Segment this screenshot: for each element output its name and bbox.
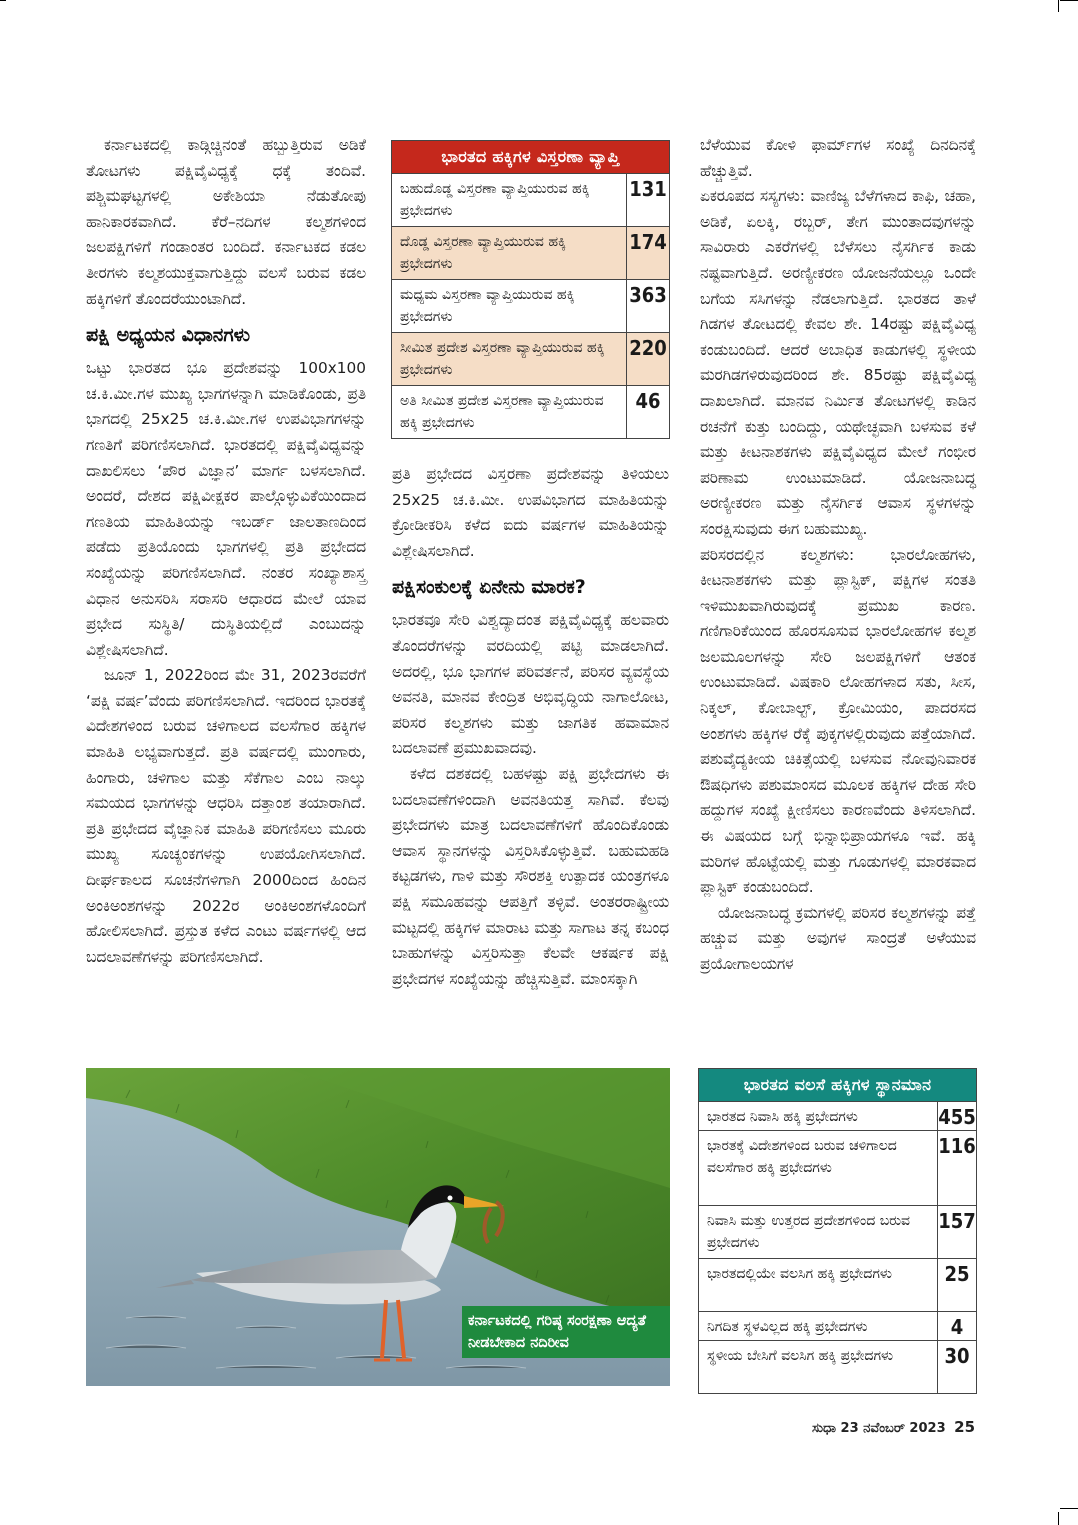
row-label: ಭಾರತಕ್ಕೆ ವಿದೇಶಗಳಿಂದ ಬರುವ ಚಳಿಗಾಲದ ವಲಸೆಗಾರ ಹಕ್ಕಿ ಪ್ರಭೇದಗಳು — [707, 1138, 897, 1176]
magazine-issue: ಸುಧಾ 23 ನವೆಂಬರ್ 2023 — [812, 1421, 946, 1436]
section-heading: ಪಕ್ಷಿಸಂಕುಲಕ್ಕೆ ಏನೇನು ಮಾರಕ? — [392, 576, 586, 599]
row-label: ಸ್ಥಳೀಯ ಬೇಸಿಗೆ ವಲಸಿಗ ಹಕ್ಕಿ ಪ್ರಭೇದಗಳು — [707, 1348, 894, 1364]
range-table — [391, 140, 670, 439]
paragraph: ಪ್ರತಿ ಪ್ರಭೇದದ ವಿಸ್ತರಣಾ ಪ್ರದೇಶವನ್ನು ತಿಳಿಯಲು 25x25 ಚ.ಕಿ.ಮೀ. ಉಪವಿಭಾಗದ ಮಾಹಿತಿಯನ್ನು ಕ್ರೋಡೀಕರಿಸಿ ಕಳೆದ ಐದು ವರ್ಷಗಳ ಮಾಹಿತಿಯನ್ನು ವಿಶ್ಲೇಷಿಸಲಾಗಿದೆ. — [392, 465, 669, 560]
row-value: 25 — [937, 1259, 976, 1311]
photo-caption: ಕರ್ನಾಟಕದಲ್ಲಿ ಗರಿಷ್ಠ ಸಂರಕ್ಷಣಾ ಆದ್ಯತೆ ನೀಡಬೇಕಾದ ನದಿರೀವ — [462, 1306, 670, 1358]
table-row — [392, 385, 669, 438]
paragraph: ಕರ್ನಾಟಕದಲ್ಲಿ ಕಾಡ್ಗಿಚ್ಚಿನಂತೆ ಹಬ್ಬುತ್ತಿರುವ ಅಡಿಕೆ ತೋಟಗಳು ಪಕ್ಷಿವೈವಿಧ್ಯಕ್ಕೆ ಧಕ್ಕೆ ತಂದಿವೆ. ಪಶ್ಚಿಮಘಟ್ಟಗಳಲ್ಲಿ ಅಕೇಶಿಯಾ ನೆಡುತೋಪು ಹಾನಿಕಾರಕವಾಗಿದೆ. ಕೆರೆ–ನದಿಗಳ ಕಲ್ಮಶಗಳಿಂದ ಜಲಪಕ್ಷಿಗಳಿಗೆ ಗಂಡಾಂತರ ಬಂದಿದೆ. ಕರ್ನಾಟಕದ ಕಡಲ ತೀರಗಳು ಕಲ್ಮಶಯುಕ್ತವಾಗುತ್ತಿದ್ದು ವಲಸೆ ಬರುವ ಕಡಲ ಹಕ್ಕಿಗಳಿಗೆ ತೊಂದರೆಯುಂಟಾಗಿದೆ. — [86, 136, 366, 308]
paragraph: ಪರಿಸರದಲ್ಲಿನ ಕಲ್ಮಶಗಳು: ಭಾರಲೋಹಗಳು, ಕೀಟನಾಶಕಗಳು ಮತ್ತು ಪ್ಲಾಸ್ಟಿಕ್, ಪಕ್ಷಿಗಳ ಸಂತತಿ ಇಳಿಮುಖವಾಗಿರುವುದಕ್ಕೆ ಪ್ರಮುಖ ಕಾರಣ. ಗಣಿಗಾರಿಕೆಯಿಂದ ಹೊರಸೂಸುವ ಭಾರಲೋಹಗಳ ಕಲ್ಮಶ ಜಲಮೂಲಗಳನ್ನು ಸೇರಿ ಜಲಪಕ್ಷಿಗಳಿಗೆ ಆತಂಕ ಉಂಟುಮಾಡಿದೆ. ವಿಷಕಾರಿ ಲೋಹಗಳಾದ ಸತು, ಸೀಸ, ನಿಕ್ಕಲ್, ಕೋಬಾಲ್ಟ್, ಕ್ರೋಮಿಯಂ, ಪಾದರಸದ ಅಂಶಗಳು ಹಕ್ಕಿಗಳ ರೆಕ್ಕೆ ಪುಕ್ಕಗಳಲ್ಲಿರುವುದು ಪತ್ತೆಯಾಗಿದೆ. ಪಶುವೈದ್ಯಕೀಯ ಚಿಕಿತ್ಸೆಯಲ್ಲಿ ಬಳಸುವ ನೋವುನಿವಾರಕ ಔಷಧಿಗಳು ಪಶುಮಾಂಸದ ಮೂಲಕ ಹಕ್ಕಿಗಳ ದೇಹ ಸೇರಿ ಹದ್ದುಗಳ ಸಂಖ್ಯೆ ಕ್ಷೀಣಿಸಲು ಕಾರಣವೆಂದು ತಿಳಿಸಲಾಗಿದೆ. ಈ ವಿಷಯದ ಬಗ್ಗೆ ಭಿನ್ನಾಭಿಪ್ರಾಯಗಳೂ ಇವೆ. ಹಕ್ಕಿ ಮರಿಗಳ ಹೊಟ್ಟೆಯಲ್ಲಿ ಮತ್ತು ಗೂಡುಗಳಲ್ಲಿ ಮಾರಕವಾದ ಪ್ಲಾಸ್ಟಿಕ್ ಕಂಡುಬಂದಿದೆ. — [700, 545, 976, 897]
migration-table-title: ಭಾರತದ ವಲಸೆ ಹಕ್ಕಿಗಳ ಸ್ಥಾನಮಾನ — [699, 1069, 976, 1101]
table-row — [392, 279, 669, 332]
table-row — [392, 173, 669, 226]
row-label: ಭಾರತದ ನಿವಾಸಿ ಹಕ್ಕಿ ಪ್ರಭೇದಗಳು — [707, 1109, 858, 1125]
row-label: ಮಧ್ಯಮ ವಿಸ್ತರಣಾ ವ್ಯಾಪ್ತಿಯುರುವ ಹಕ್ಕಿ ಪ್ರಭೇದಗಳು — [400, 287, 575, 325]
table-row — [699, 1101, 976, 1130]
row-value: 174 — [626, 227, 669, 279]
section-heading: ಪಕ್ಷಿ ಅಧ್ಯಯನ ವಿಧಾನಗಳು — [86, 324, 251, 347]
page-footer — [812, 1418, 975, 1436]
crop-mark — [1060, 1508, 1078, 1509]
bird-photo — [86, 1068, 670, 1386]
table-row — [699, 1258, 976, 1311]
table-row — [699, 1340, 976, 1393]
crop-mark — [1058, 0, 1059, 12]
row-value: 30 — [937, 1341, 976, 1393]
page-number: 25 — [954, 1418, 976, 1436]
crop-mark — [1058, 1512, 1059, 1525]
range-table-title: ಭಾರತದ ಹಕ್ಕಿಗಳ ವಿಸ್ತರಣಾ ವ್ಯಾಪ್ತಿ — [392, 141, 669, 173]
table-row — [392, 332, 669, 385]
crop-mark — [1060, 0, 1078, 1]
table-row — [699, 1205, 976, 1258]
row-label: ನಿಗದಿತ ಸ್ಥಳವಿಲ್ಲದ ಹಕ್ಕಿ ಪ್ರಭೇದಗಳು — [707, 1319, 868, 1335]
article-column-1 — [86, 133, 366, 970]
paragraph: ಒಟ್ಟು ಭಾರತದ ಭೂ ಪ್ರದೇಶವನ್ನು 100x100 ಚ.ಕಿ.ಮೀ.ಗಳ ಮುಖ್ಯ ಭಾಗಗಳನ್ನಾಗಿ ಮಾಡಿಕೊಂಡು, ಪ್ರತಿ ಭಾಗದಲ್ಲಿ 25x25 ಚ.ಕಿ.ಮೀ.ಗಳ ಉಪವಿಭಾಗಗಳನ್ನು ಗಣತಿಗೆ ಪರಿಗಣಿಸಲಾಗಿದೆ. ಭಾರತದಲ್ಲಿ ಪಕ್ಷಿವೈವಿಧ್ಯವನ್ನು ದಾಖಲಿಸಲು ‘ಪೌರ ವಿಜ್ಞಾನ’ ಮಾರ್ಗ ಬಳಸಲಾಗಿದೆ. ಅಂದರೆ, ದೇಶದ ಪಕ್ಷಿವೀಕ್ಷಕರ ಪಾಲ್ಗೊಳ್ಳುವಿಕೆಯಿಂದಾದ ಗಣತಿಯ ಮಾಹಿತಿಯನ್ನು ಇಬರ್ಡ್ ಜಾಲತಾಣದಿಂದ ಪಡೆದು ಪ್ರತಿಯೊಂದು ಭಾಗಗಳಲ್ಲಿ ಪ್ರತಿ ಪ್ರಭೇದದ ಸಂಖ್ಯೆಯನ್ನು ಪರಿಗಣಿಸಲಾಗಿದೆ. ನಂತರ ಸಂಖ್ಯಾಶಾಸ್ತ್ರ ವಿಧಾನ ಅನುಸರಿಸಿ ಸರಾಸರಿ ಆಧಾರದ ಮೇಲೆ ಯಾವ ಪ್ರಭೇದ ಸುಸ್ಥಿತಿ/ ದುಸ್ಥಿತಿಯಲ್ಲಿದೆ ಎಂಬುದನ್ನು ವಿಶ್ಲೇಷಿಸಲಾಗಿದೆ. — [86, 359, 366, 659]
paragraph: ಕಳೆದ ದಶಕದಲ್ಲಿ ಬಹಳಷ್ಟು ಪಕ್ಷಿ ಪ್ರಭೇದಗಳು ಈ ಬದಲಾವಣೆಗಳಿಂದಾಗಿ ಅವನತಿಯತ್ತ ಸಾಗಿವೆ. ಕೆಲವು ಪ್ರಭೇದಗಳು ಮಾತ್ರ ಬದಲಾವಣೆಗಳಿಗೆ ಹೊಂದಿಕೊಂಡು ಆವಾಸ ಸ್ಥಾನಗಳನ್ನು ವಿಸ್ತರಿಸಿಕೊಳ್ಳುತ್ತಿವೆ. ಬಹುಮಹಡಿ ಕಟ್ಟಡಗಳು, ಗಾಳಿ ಮತ್ತು ಸೌರಶಕ್ತಿ ಉತ್ಪಾದಕ ಯಂತ್ರಗಳೂ ಪಕ್ಷಿ ಸಮೂಹವನ್ನು ಆಪತ್ತಿಗೆ ತಳ್ಳಿವೆ. ಅಂತರರಾಷ್ಟ್ರೀಯ ಮಟ್ಟದಲ್ಲಿ ಹಕ್ಕಿಗಳ ಮಾರಾಟ ಮತ್ತು ಸಾಗಾಟ ತನ್ನ ಕಬಂಧ ಬಾಹುಗಳನ್ನು ವಿಸ್ತರಿಸುತ್ತಾ ಕೆಲವೇ ಆಕರ್ಷಕ ಪಕ್ಷಿ ಪ್ರಭೇದಗಳ ಸಂಖ್ಯೆಯನ್ನು ಹೆಚ್ಚಿಸುತ್ತಿವೆ. ಮಾಂಸಕ್ಕಾಗಿ — [392, 764, 669, 988]
paragraph: ಭಾರತವೂ ಸೇರಿ ವಿಶ್ವದ್ಯಾದಂತ ಪಕ್ಷಿವೈವಿಧ್ಯಕ್ಕೆ ಹಲವಾರು ತೊಂದರೆಗಳನ್ನು ವರದಿಯಲ್ಲಿ ಪಟ್ಟಿ ಮಾಡಲಾಗಿದೆ. ಅದರಲ್ಲಿ, ಭೂ ಭಾಗಗಳ ಪರಿವರ್ತನೆ, ಪರಿಸರ ವ್ಯವಸ್ಥೆಯ ಅವನತಿ, ಮಾನವ ಕೇಂದ್ರಿತ ಅಭಿವೃದ್ಧಿಯ ನಾಗಾಲೋಟ, ಪರಿಸರ ಕಲ್ಮಶಗಳು ಮತ್ತು ಜಾಗತಿಕ ಹವಾಮಾನ ಬದಲಾವಣೆ ಪ್ರಮುಖವಾದವು. — [392, 611, 669, 758]
row-value: 363 — [626, 280, 669, 332]
row-value: 46 — [626, 386, 669, 438]
row-label: ಬಹುದೊಡ್ಡ ವಿಸ್ತರಣಾ ವ್ಯಾಪ್ತಿಯುರುವ ಹಕ್ಕಿ ಪ್ರಭೇದಗಳು — [400, 181, 590, 219]
paragraph: ಯೋಜನಾಬದ್ಧ ಕ್ರಮಗಳಲ್ಲಿ ಪರಿಸರ ಕಲ್ಮಶಗಳನ್ನು ಪತ್ತೆ ಹಚ್ಚುವ ಮತ್ತು ಅವುಗಳ ಸಾಂದ್ರತೆ ಅಳೆಯುವ ಪ್ರಯೋಗಾಲಯಗಳ — [700, 903, 976, 973]
table-row — [699, 1311, 976, 1340]
row-label: ನಿವಾಸಿ ಮತ್ತು ಉತ್ತರದ ಪ್ರದೇಶಗಳಿಂದ ಬರುವ ಪ್ರಭೇದಗಳು — [707, 1213, 911, 1251]
row-label: ಭಾರತದಲ್ಲಿಯೇ ವಲಸಿಗ ಹಕ್ಕಿ ಪ್ರಭೇದಗಳು — [707, 1266, 892, 1282]
row-value: 116 — [937, 1131, 976, 1205]
row-label: ಸೀಮಿತ ಪ್ರದೇಶ ವಿಸ್ತರಣಾ ವ್ಯಾಪ್ತಿಯುರುವ ಹಕ್ಕಿ ಪ್ರಭೇದಗಳು — [400, 340, 605, 378]
row-value: 220 — [626, 333, 669, 385]
row-value: 4 — [937, 1312, 976, 1340]
row-label: ಅತಿ ಸೀಮಿತ ಪ್ರದೇಶ ವಿಸ್ತರಣಾ ವ್ಯಾಪ್ತಿಯುರುವ ಹಕ್ಕಿ ಪ್ರಭೇದಗಳು — [400, 393, 604, 431]
row-value: 131 — [626, 174, 669, 226]
article-column-3 — [700, 133, 976, 978]
paragraph: ಏಕರೂಪದ ಸಸ್ಯಗಳು: ವಾಣಿಜ್ಯ ಬೆಳೆಗಳಾದ ಕಾಫಿ, ಚಹಾ, ಅಡಿಕೆ, ಏಲಕ್ಕಿ, ರಬ್ಬರ್, ತೇಗ ಮುಂತಾದವುಗಳನ್ನು ಸಾವಿರಾರು ಎಕರೆಗಳಲ್ಲಿ ಬೆಳೆಸಲು ನೈಸರ್ಗಿಕ ಕಾಡು ನಷ್ಟವಾಗುತ್ತಿದೆ. ಅರಣ್ಯೀಕರಣ ಯೋಜನೆಯಲ್ಲೂ ಒಂದೇ ಬಗೆಯ ಸಸಿಗಳನ್ನು ನೆಡಲಾಗುತ್ತಿದೆ. ಭಾರತದ ತಾಳೆ ಗಿಡಗಳ ತೋಟದಲ್ಲಿ ಕೇವಲ ಶೇ. 14ರಷ್ಟು ಪಕ್ಷಿವೈವಿಧ್ಯ ಕಂಡುಬಂದಿದೆ. ಆದರೆ ಅಬಾಧಿತ ಕಾಡುಗಳಲ್ಲಿ ಸ್ಥಳೀಯ ಮರಗಿಡಗಳಿರುವುದರಿಂದ ಶೇ. 85ರಷ್ಟು ಪಕ್ಷಿವೈವಿಧ್ಯ ದಾಖಲಾಗಿದೆ. ಮಾನವ ನಿರ್ಮಿತ ತೋಟಗಳಲ್ಲಿ ಕಾಡಿನ ರಚನೆಗೆ ಕುತ್ತು ಬಂದಿದ್ದು, ಯಥೇಚ್ಛವಾಗಿ ಬಳಸುವ ಕಳೆ ಮತ್ತು ಕೀಟನಾಶಕಗಳು ಪಕ್ಷಿವೈವಿಧ್ಯದ ಮೇಲೆ ಗಂಭೀರ ಪರಿಣಾಮ ಉಂಟುಮಾಡಿದೆ. ಯೋಜನಾಬದ್ಧ ಅರಣ್ಯೀಕರಣ ಮತ್ತು ನೈಸರ್ಗಿಕ ಆವಾಸ ಸ್ಥಳಗಳನ್ನು ಸಂರಕ್ಷಿಸುವುದು ಈಗ ಬಹುಮುಖ್ಯ. — [700, 187, 976, 538]
row-value: 455 — [937, 1102, 976, 1130]
article-column-2 — [392, 462, 669, 992]
table-row — [392, 226, 669, 279]
row-label: ದೊಡ್ಡ ವಿಸ್ತರಣಾ ವ್ಯಾಪ್ತಿಯುರುವ ಹಕ್ಕಿ ಪ್ರಭೇದಗಳು — [400, 234, 566, 272]
crop-mark — [0, 0, 6, 1]
paragraph: ಜೂನ್ 1, 2022ರಿಂದ ಮೇ 31, 2023ರವರೆಗೆ ‘ಪಕ್ಷಿ ವರ್ಷ’ವೆಂದು ಪರಿಗಣಿಸಲಾಗಿದೆ. ಇದರಿಂದ ಭಾರತಕ್ಕೆ ವಿದೇಶಗಳಿಂದ ಬರುವ ಚಳಿಗಾಲದ ವಲಸೆಗಾರ ಹಕ್ಕಿಗಳ ಮಾಹಿತಿ ಲಭ್ಯವಾಗುತ್ತದೆ. ಪ್ರತಿ ವರ್ಷದಲ್ಲಿ ಮುಂಗಾರು, ಹಿಂಗಾರು, ಚಳಿಗಾಲ ಮತ್ತು ಸೆಕೆಗಾಲ ಎಂಬ ನಾಲ್ಕು ಸಮಯದ ಭಾಗಗಳನ್ನು ಆಧರಿಸಿ ದತ್ತಾಂಶ ತಯಾರಾಗಿದೆ. ಪ್ರತಿ ಪ್ರಭೇದದ ವೈಜ್ಞಾನಿಕ ಮಾಹಿತಿ ಪರಿಗಣಿಸಲು ಮೂರು ಮುಖ್ಯ ಸೂಚ್ಯಂಕಗಳನ್ನು ಉಪಯೋಗಿಸಲಾಗಿದೆ. ದೀರ್ಘಕಾಲದ ಸೂಚನೆಗಳಿಗಾಗಿ 2000ದಿಂದ ಹಿಂದಿನ ಅಂಕಿಅಂಶಗಳನ್ನು 2022ರ ಅಂಕಿಅಂಶಗಳೊಂದಿಗೆ ಹೋಲಿಸಲಾಗಿದೆ. ಪ್ರಸ್ತುತ ಕಳೆದ ಎಂಟು ವರ್ಷಗಳಲ್ಲಿ ಆದ ಬದಲಾವಣೆಗಳನ್ನು ಪರಿಗಣಿಸಲಾಗಿದೆ. — [86, 666, 366, 966]
paragraph: ಬೆಳೆಯುವ ಕೋಳಿ ಫಾರ್ಮ್‌ಗಳ ಸಂಖ್ಯೆ ದಿನದಿನಕ್ಕೆ ಹೆಚ್ಚುತ್ತಿವೆ. — [700, 136, 976, 180]
row-value: 157 — [937, 1206, 976, 1258]
migration-table — [698, 1068, 977, 1394]
table-row — [699, 1130, 976, 1205]
